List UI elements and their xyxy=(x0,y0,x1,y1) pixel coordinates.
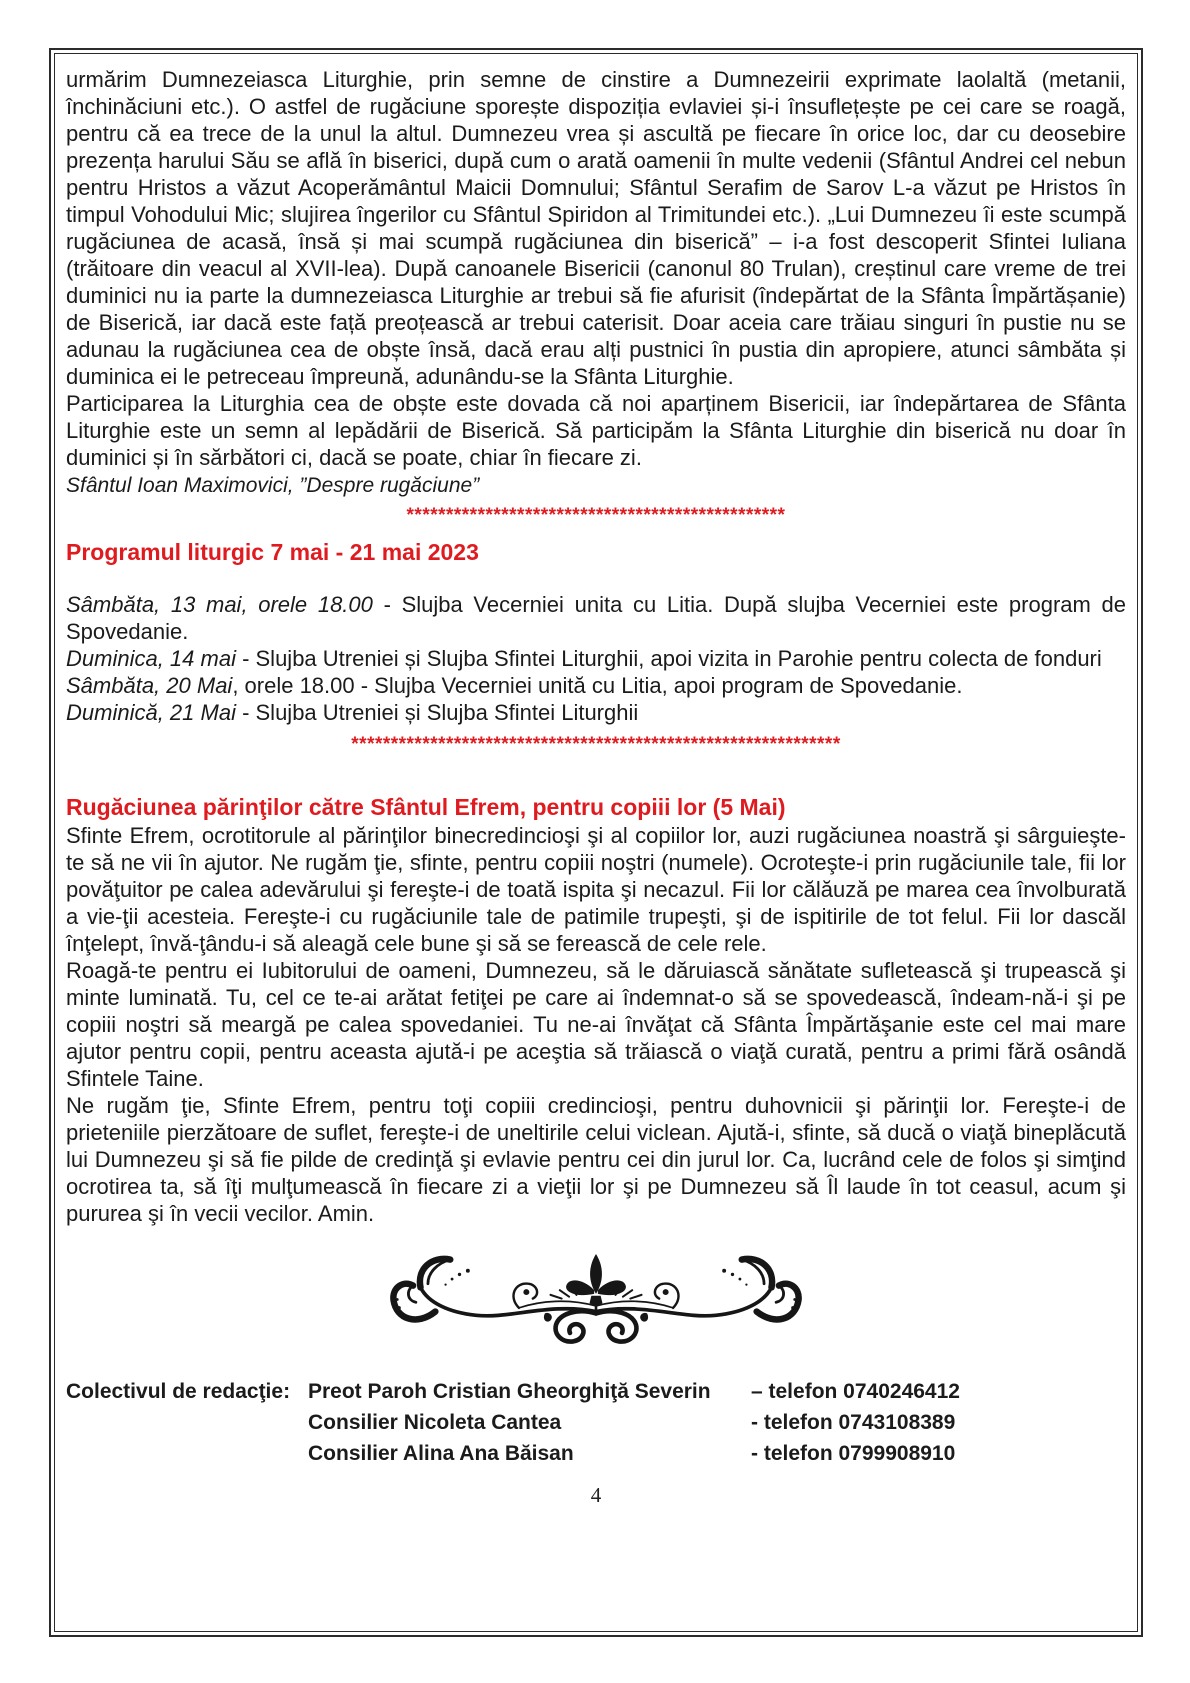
credit-line xyxy=(66,1438,1126,1469)
schedule-detail: - Slujba Vecerniei unita cu Litia. După slujba Vecerniei este program de Spovedanie. xyxy=(66,592,1126,644)
credit-person-name: Consilier Nicoleta Cantea xyxy=(308,1411,562,1434)
schedule-item xyxy=(66,645,1126,672)
page-number: 4 xyxy=(590,1483,602,1507)
credit-person-name: Consilier Alina Ana Băisan xyxy=(308,1442,574,1465)
schedule-date: Sâmbăta, 13 mai, orele 18.00 xyxy=(66,592,373,617)
credit-phone: - telefon 0743108389 xyxy=(751,1411,956,1434)
program-heading: Programul liturgic 7 mai - 21 mai 2023 xyxy=(66,539,479,565)
flourish-divider-icon xyxy=(66,1241,1126,1350)
prayer-heading: Rugăciunea părinţilor către Sfântul Efrem, pentru copiii lor (5 Mai) xyxy=(66,794,786,820)
schedule-detail: - Slujba Utreniei și Slujba Sfintei Liturghii, apoi vizita in Parohie pentru colecta de fonduri xyxy=(235,646,1102,671)
asterisk-separator: ************************************************************** xyxy=(351,734,841,755)
prayer-paragraph-1: Sfinte Efrem, ocrotitorule al părinţilor binecredincioşi şi al copiilor lor, auzi rugăciunea noastră şi sârguieşte-te să ne vii în ajutor. Ne rugăm ţie, sfinte, pentru copiii noştri (numele). Ocroteşte-i prin rugăciunile tale, fii lor povăţuitor pe calea adevărului şi fereşte-i de toată ispita şi necazul. Fii lor călăuză pe marea cea învolburată a vie-ţii acesteia. Fereşte-i cu rugăciunile tale de patimile trupeşti, şi de ispitirile de tot felul. Fii lor dascăl înţelept, învă-ţându-i să aleagă cele bune şi să se ferească de cele rele. xyxy=(66,823,1126,956)
schedule-detail: , orele 18.00 - Slujba Vecerniei unită cu Litia, apoi program de Spovedanie. xyxy=(232,673,963,698)
asterisk-separator: ************************************************ xyxy=(406,505,786,526)
schedule-item xyxy=(66,699,1126,726)
article-paragraph-1: urmărim Dumnezeiasca Liturghie, prin semne de cinstire a Dumnezeirii exprimate laolaltă (metanii, închinăciuni etc.). O astfel de rugăciune sporește dispoziția evlaviei și-i însuflețește pe cei care se roagă, pentru că ea trece de la unul la altul. Dumnezeu vrea și ascultă pe fiecare în orice loc, dar cu deosebire prezența harului Său se află în biserici, după cum o arată oamenii în multe vedenii (Sfântul Andrei cel nebun pentru Hristos a văzut Acoperământul Maicii Domnului; Sfântul Serafim de Sarov L-a văzut pe Hristos în timpul Vohodului Mic; slujirea îngerilor cu Sfântul Spiridon al Trimitundei etc.). „Lui Dumnezeu îi este scumpă rugăciunea de acasă, însă și mai scumpă rugăciunea din biserică” – i-a fost descoperit Sfintei Iuliana (trăitoare din veacul al XVII-lea). După canoanele Bisericii (canonul 80 Trulan), creștinul care vreme de trei duminici nu ia parte la dumnezeiasca Liturghie ar trebui să fie afurisit (îndepărtat de la Sfânta Împărtășanie) de Biserică, iar dacă este față preoțească ar trebui caterisit. Doar aceia care trăiau singuri în pustie nu se adunau la rugăciunea cea de obște însă, dacă erau alți pustnici în pustia din apropiere, atunci sâmbăta și duminica ei le petreceau împreună, adunându-se la Sfânta Liturghie. xyxy=(66,67,1126,389)
schedule-detail: - Slujba Utreniei și Slujba Sfintei Liturghii xyxy=(235,700,639,725)
editorial-credits xyxy=(66,1376,1126,1469)
prayer-paragraph-3: Ne rugăm ţie, Sfinte Efrem, pentru toţi copiii credincioşi, pentru duhovnicii şi părinţii lor. Fereşte-i de prieteniile pierzătoare de suflet, fereşte-i de uneltirile celui viclean. Ajută-i, sfinte, să ducă o viaţă bineplăcută lui Dumnezeu şi să fie pilde de credinţă şi evlavie pentru cei din jurul lor. Ca, lucrând cele de folos şi simţind ocrotirea ta, să îţi mulţumească în fiecare zi a vieţii lor şi pe Dumnezeu să Îl laude în tot ceasul, acum şi pururea şi în vecii vecilor. Amin. xyxy=(66,1093,1126,1226)
credit-line xyxy=(66,1376,1126,1407)
fleur-de-lis-icon xyxy=(566,1254,626,1312)
credit-phone: - telefon 0799908910 xyxy=(751,1442,956,1465)
schedule-date: Sâmbăta, 20 Mai xyxy=(66,673,233,698)
schedule-item xyxy=(66,591,1126,645)
schedule-item xyxy=(66,672,1126,699)
page-content-area xyxy=(54,53,1138,1632)
article-attribution: Sfântul Ioan Maximovici, ”Despre rugăciune” xyxy=(66,474,480,497)
liturgical-schedule xyxy=(66,591,1126,726)
credits-intro-label: Colectivul de redacţie: xyxy=(66,1380,291,1403)
page-border-frame xyxy=(49,48,1143,1637)
prayer-paragraph-2: Roagă-te pentru ei Iubitorului de oameni, Dumnezeu, să le dăruiască sănătate sufletească şi trupească şi minte luminată. Tu, cel ce te-ai arătat fetiţei pe care ai îndemnat-o să se spovedească, îndeam-nă-i şi pe copiii noştri să meargă pe calea spovedaniei. Tu ne-ai învăţat că Sfânta Împărtăşanie este cel mai mare ajutor pentru copii, pentru aceasta ajută-i pe aceştia să trăiască o viaţă curată, pentru a primi fără osândă Sfintele Taine. xyxy=(66,958,1126,1091)
schedule-date: Duminică, 21 Mai xyxy=(66,700,236,725)
schedule-date: Duminica, 14 mai xyxy=(66,646,236,671)
credit-line xyxy=(66,1407,1126,1438)
prayer-text xyxy=(66,822,1126,1227)
credit-phone: – telefon 0740246412 xyxy=(751,1380,960,1403)
article-paragraph-2: Participarea la Liturghia cea de obște este dovada că noi aparținem Bisericii, iar îndepărtarea de Sfânta Liturghie este un semn al lepădării de Biserică. Să participăm la Sfânta Liturghie din biserică nu doar în duminici și în sărbători ci, dacă se poate, chiar în fiecare zi. xyxy=(66,391,1126,470)
credit-person-name: Preot Paroh Cristian Gheorghiţă Severin xyxy=(308,1380,711,1403)
